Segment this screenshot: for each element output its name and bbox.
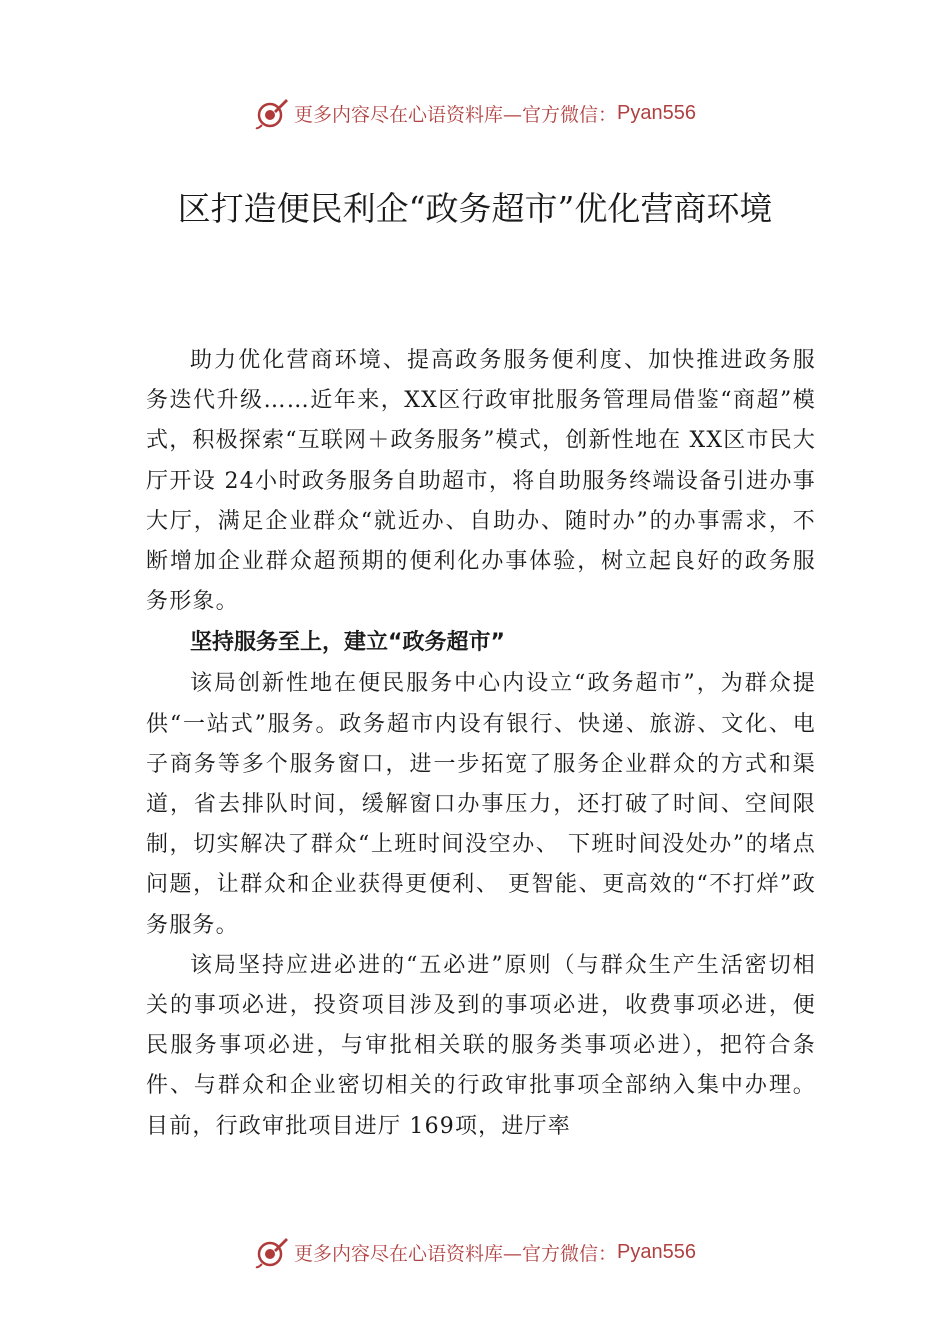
watermark-wechat-id: Pyan556 — [617, 101, 696, 124]
watermark-wechat-id: Pyan556 — [617, 1240, 696, 1263]
footer-watermark — [0, 1232, 950, 1272]
watermark-text: 更多内容尽在心语资料库—官方微信： — [294, 1242, 618, 1265]
pen-logo-icon — [254, 95, 290, 131]
intro-paragraph: 助力优化营商环境、提高政务服务便利度、加快推进政务服务迭代升级……近年来，XX区行政审批服务管理局借鉴“商超”模式，积极探索“互联网＋政务服务”模式，创新性地在 XX区市民大厅开设 24小时政务服务自助超市，将自助服务终端设备引进办事大厅，满足企业群众“就近办、自助办、随时办”的办事需求，不断增加企业群众超预期的便利化办事体验，树立起良好的政务服务形象。 — [146, 348, 817, 615]
document-body — [146, 341, 816, 1147]
header-watermark — [0, 93, 950, 133]
section-paragraph: 该局创新性地在便民服务中心内设立“政务超市”，为群众提供“一站式”服务。政务超市内设有银行、快递、旅游、文化、电子商务等多个服务窗口，进一步拓宽了服务企业群众的方式和渠道，省去排队时间，缓解窗口办事压力，还打破了时间、空间限制，切实解决了群众“上班时间没空办、 下班时间没处办”的堵点问题，让群众和企业获得更便利、 更智能、更高效的“不打烊”政务服务。 — [146, 671, 816, 938]
section-heading: 坚持服务至上，建立“政务超市” — [190, 630, 505, 656]
document-title: 区打造便民利企“政务超市”优化营商环境 — [177, 189, 773, 228]
section-paragraph: 该局坚持应进必进的“五必进”原则（与群众生产生活密切相关的事项必进，投资项目涉及到的事项必进，收费事项必进，便民服务事项必进，与审批相关联的服务类事项必进），把符合条件、与群众和企业密切相关的行政审批事项全部纳入集中办理。目前，行政审批项目进厅 169项，进厅率 — [146, 952, 816, 1139]
watermark-text: 更多内容尽在心语资料库—官方微信： — [294, 103, 618, 126]
pen-logo-icon — [254, 1234, 290, 1270]
